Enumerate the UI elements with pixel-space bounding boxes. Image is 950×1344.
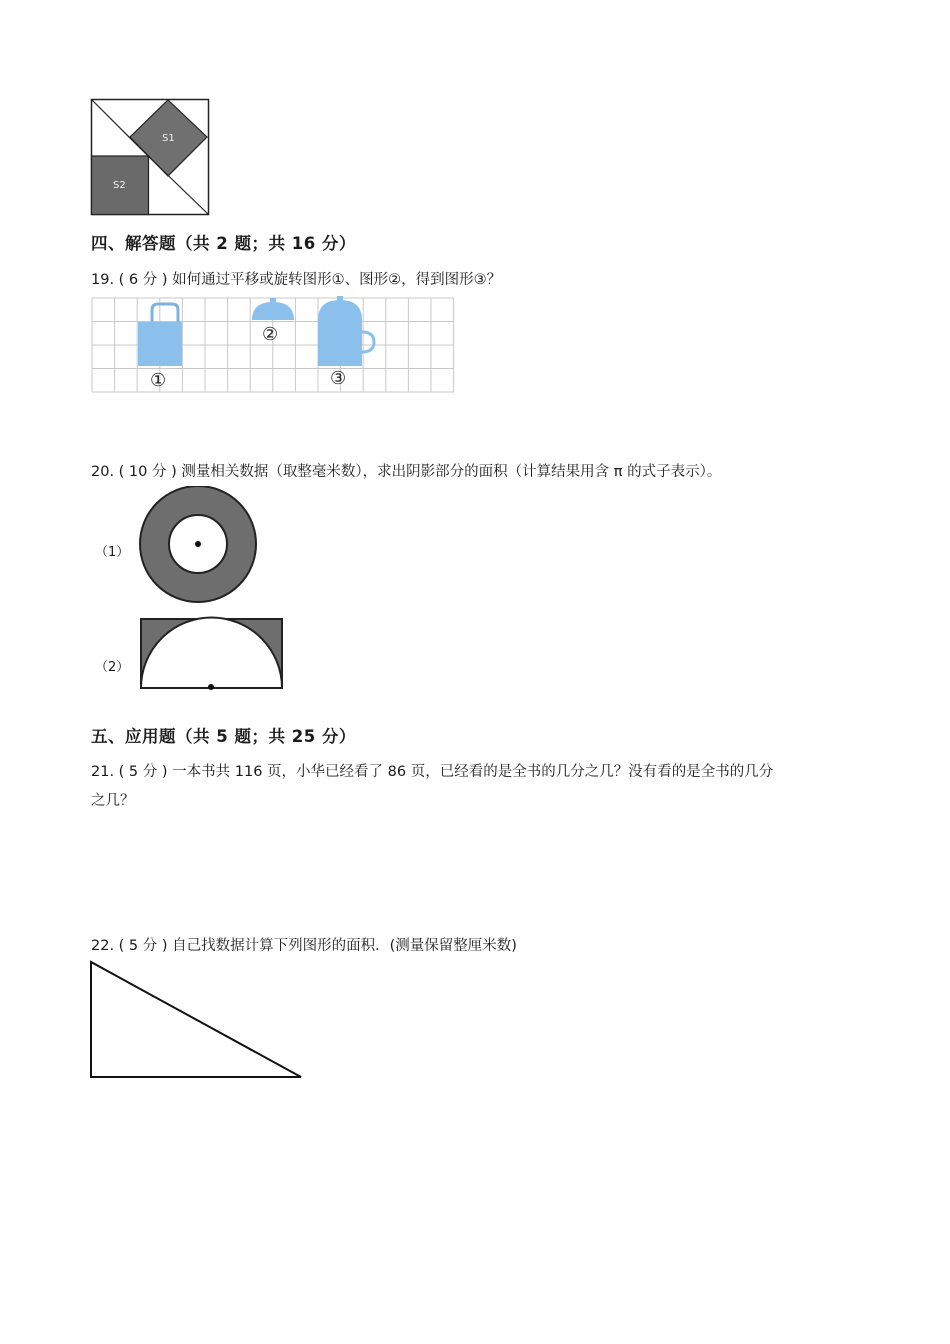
label-2: ② xyxy=(262,324,279,345)
s1-label: S1 xyxy=(162,133,175,144)
question-21-line2: 之几？ xyxy=(91,793,135,809)
squares-figure xyxy=(90,98,212,218)
question-19-text: 19. ( 6 分 ) 如何通过平移或旋转图形①、图形②，得到图形③？ xyxy=(91,272,502,288)
question-21-line1: 21. ( 5 分 ) 一本书共 116 页，小华已经看了 86 页，已经看的是全书的几分之几？没有看的是全书的几分 xyxy=(91,764,774,780)
ring-figure xyxy=(136,486,264,604)
sub-label-2: （2） xyxy=(95,660,130,675)
section-4-title: 四、解答题（共 2 题；共 16 分） xyxy=(91,234,356,253)
section-5-title: 五、应用题（共 5 题；共 25 分） xyxy=(91,727,356,746)
question-20-text: 20. ( 10 分 ) 测量相关数据（取整毫米数），求出阴影部分的面积（计算结果用含 π 的式子表示）。 xyxy=(91,464,722,480)
semicircle-figure xyxy=(136,616,286,692)
sub-label-1: （1） xyxy=(95,545,130,560)
s2-label: S2 xyxy=(113,180,126,191)
shape-2 xyxy=(252,298,294,320)
question-22-text: 22. ( 5 分 ) 自己找数据计算下列图形的面积．(测量保留整厘米数) xyxy=(91,938,517,954)
label-3: ③ xyxy=(330,368,347,389)
triangle-figure xyxy=(88,959,306,1081)
grid-figure xyxy=(90,296,456,394)
label-1: ① xyxy=(150,370,167,391)
shape-3 xyxy=(318,296,374,366)
